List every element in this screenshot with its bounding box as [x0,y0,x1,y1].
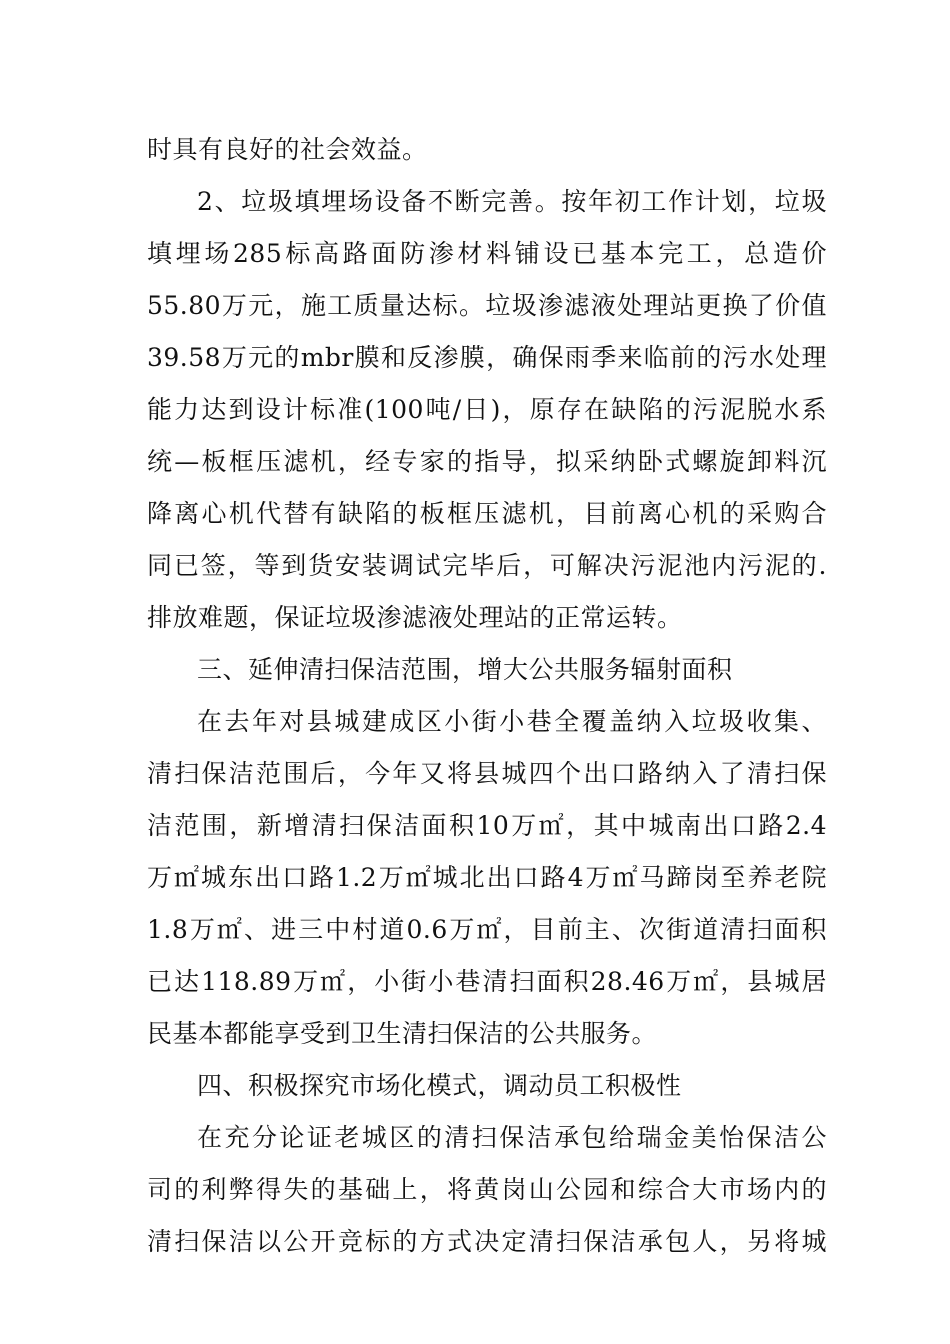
text-line: 填埋场285标高路面防渗材料铺设已基本完工，总造价 [147,239,827,268]
text-line: 统—板框压滤机，经专家的指导，拟采纳卧式螺旋卸料沉 [147,447,827,476]
text-line: 55.80万元，施工质量达标。垃圾渗滤液处理站更换了价值 [147,291,827,320]
text-line: 民基本都能享受到卫生清扫保洁的公共服务。 [147,1019,658,1048]
text-line: 同已签，等到货安装调试完毕后，可解决污泥池内污泥的. [147,551,827,580]
text-line: 2、垃圾填埋场设备不断完善。按年初工作计划，垃圾 [197,187,827,216]
text-line: 在去年对县城建成区小街小巷全覆盖纳入垃圾收集、 [197,707,827,736]
section-heading: 四、积极探究市场化模式，调动员工积极性 [197,1071,682,1100]
text-line: 39.58万元的mbr膜和反渗膜，确保雨季来临前的污水处理 [147,343,827,372]
text-line: 在充分论证老城区的清扫保洁承包给瑞金美怡保洁公 [197,1123,827,1152]
text-line: 已达118.89万㎡，小街小巷清扫面积28.46万㎡，县城居 [147,967,827,996]
text-line: 洁范围，新增清扫保洁面积10万㎡，其中城南出口路2.4 [147,811,827,840]
text-line: 降离心机代替有缺陷的板框压滤机，目前离心机的采购合 [147,499,827,528]
text-line: 1.8万㎡、进三中村道0.6万㎡，目前主、次街道清扫面积 [147,915,827,944]
text-line: 万㎡城东出口路1.2万㎡城北出口路4万㎡马蹄岗至养老院 [147,863,827,892]
text-line: 清扫保洁以公开竞标的方式决定清扫保洁承包人，另将城 [147,1227,827,1256]
text-line: 能力达到设计标准(100吨/日)，原存在缺陷的污泥脱水系 [147,395,827,424]
section-heading: 三、延伸清扫保洁范围，增大公共服务辐射面积 [197,655,733,684]
text-line: 时具有良好的社会效益。 [147,135,428,164]
text-line: 排放难题，保证垃圾渗滤液处理站的正常运转。 [147,603,683,632]
text-line: 司的利弊得失的基础上，将黄岗山公园和综合大市场内的 [147,1175,827,1204]
text-line: 清扫保洁范围后，今年又将县城四个出口路纳入了清扫保 [147,759,827,788]
